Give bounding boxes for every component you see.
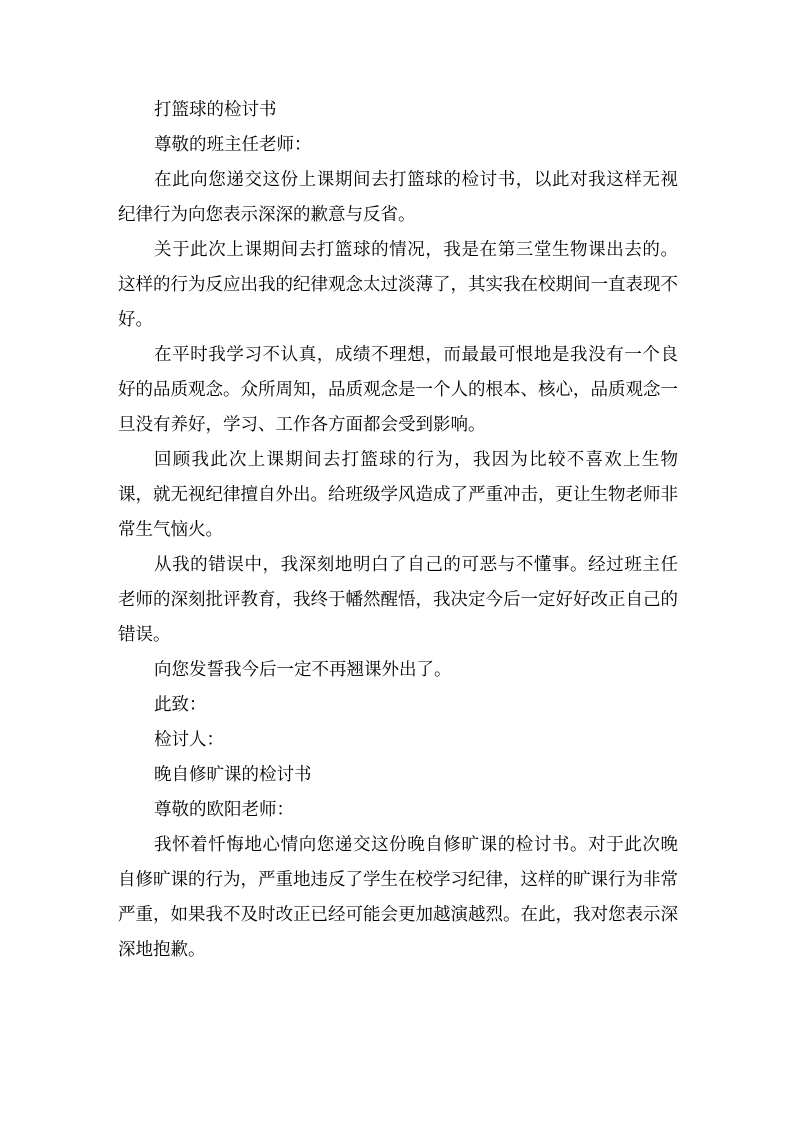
document-body xyxy=(118,93,678,968)
salutation: 尊敬的班主任老师： xyxy=(154,135,312,155)
paragraph: 从我的错误中，我深刻地明白了自己的可恶与不懂事。经过班主任老师的深刻批评教育，我终于幡然醒悟，我决定今后一定好好改正自己的错误。 xyxy=(118,555,678,645)
paragraph: 我怀着忏悔地心情向您递交这份晚自修旷课的检讨书。对于此次晚自修旷课的行为，严重地违反了学生在校学习纪律，这样的旷课行为非常严重，如果我不及时改正已经可能会更加越演越烈。在此，我对您表示深深地抱歉。 xyxy=(118,835,678,960)
paragraph: 回顾我此次上课期间去打篮球的行为，我因为比较不喜欢上生物课，就无视纪律擅自外出。给班级学风造成了严重冲击，更让生物老师非常生气恼火。 xyxy=(118,450,678,540)
salutation: 尊敬的欧阳老师： xyxy=(154,800,294,820)
paragraph: 关于此次上课期间去打篮球的情况，我是在第三堂生物课出去的。这样的行为反应出我的纪律观念太过淡薄了，其实我在校期间一直表现不好。 xyxy=(118,240,678,330)
letter-title: 打篮球的检讨书 xyxy=(154,100,277,120)
letter-title: 晚自修旷课的检讨书 xyxy=(154,765,312,785)
paragraph: 在平时我学习不认真，成绩不理想，而最最可恨地是我没有一个良好的品质观念。众所周知，品质观念是一个人的根本、核心，品质观念一旦没有养好，学习、工作各方面都会受到影响。 xyxy=(118,345,678,435)
paragraph: 在此向您递交这份上课期间去打篮球的检讨书，以此对我这样无视纪律行为向您表示深深的歉意与反省。 xyxy=(118,170,678,225)
closing: 此致： xyxy=(154,695,207,715)
paragraph: 向您发誓我今后一定不再翘课外出了。 xyxy=(154,660,452,680)
signature: 检讨人： xyxy=(154,730,224,750)
